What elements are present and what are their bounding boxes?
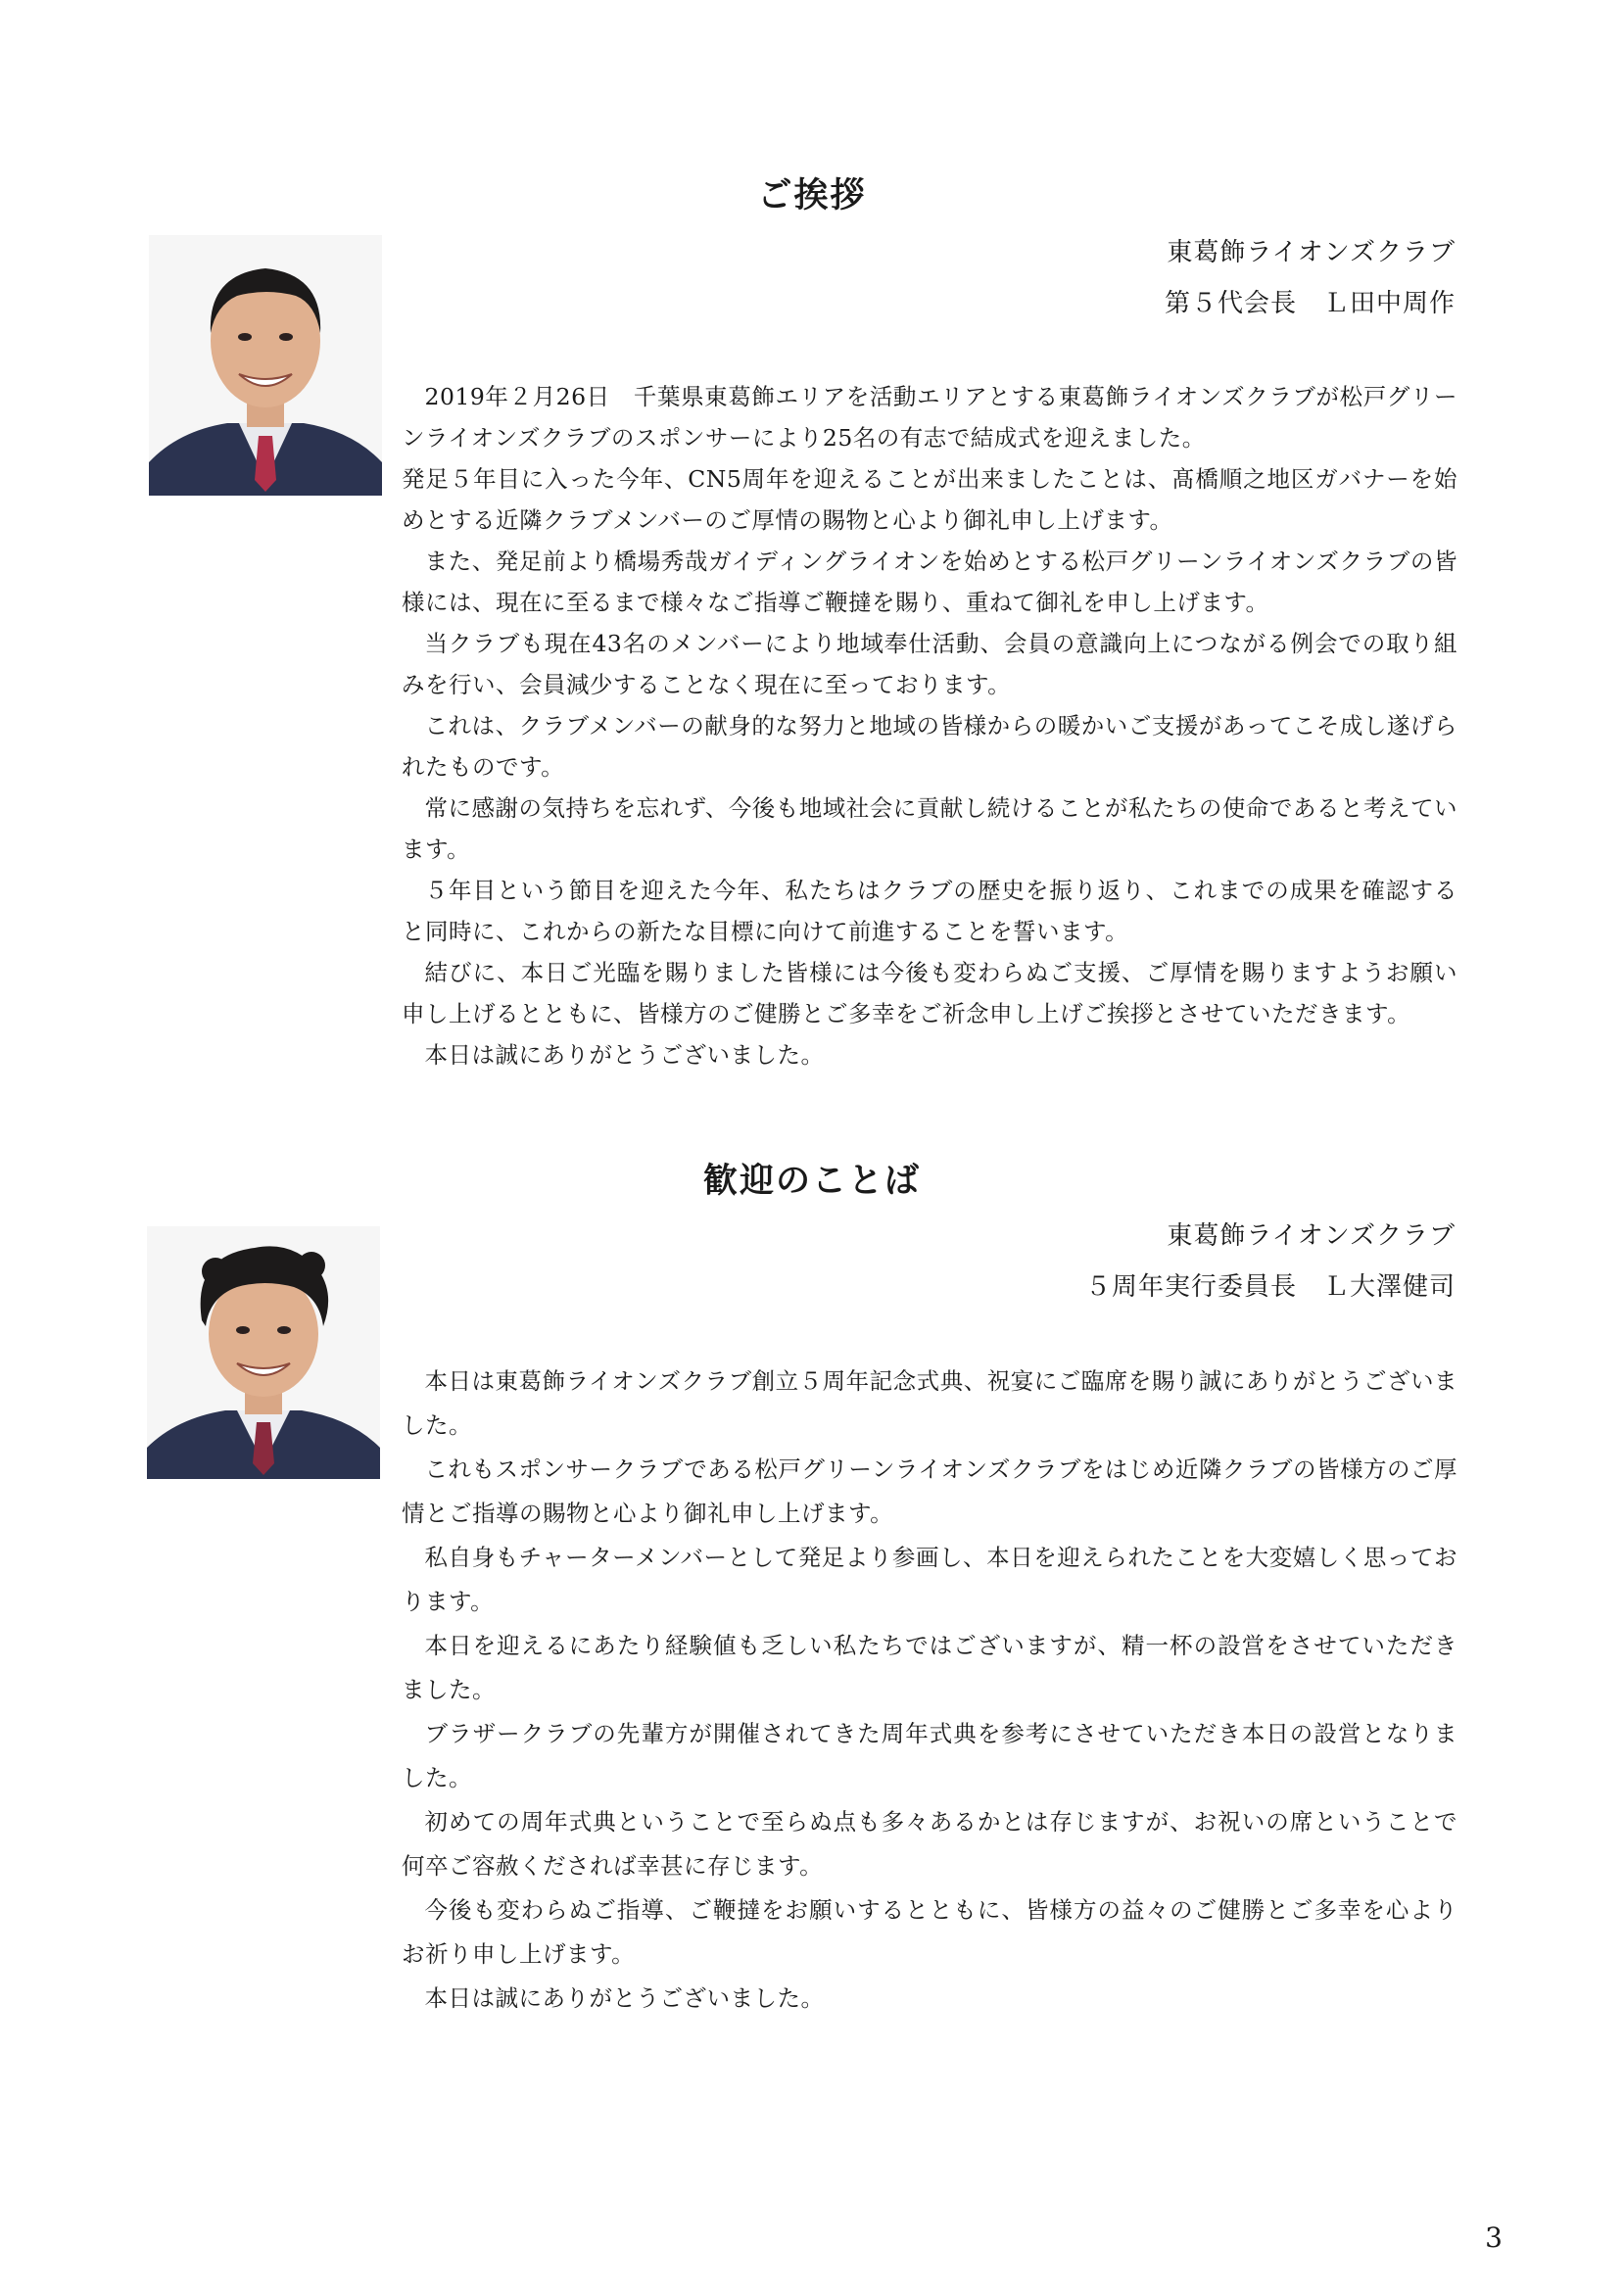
greeting-body [402, 376, 1457, 1075]
greeting-paragraph: 2019年２月26日 千葉県東葛飾エリアを活動エリアとする東葛飾ライオンズクラブが松戸グリーンライオンズクラブのスポンサーにより25名の有志で結成式を迎えました。 [402, 383, 1457, 452]
welcome-paragraph: 今後も変わらぬご指導、ご鞭撻をお願いするとともに、皆様方の益々のご健勝とご多幸を心よりお祈り申し上げます。 [402, 1896, 1457, 1968]
welcome-paragraph: 私自身もチャーターメンバーとして発足より参画し、本日を迎えられたことを大変嬉しく思っております。 [402, 1544, 1457, 1615]
greeting-org: 東葛飾ライオンズクラブ [1167, 238, 1456, 267]
greeting-paragraph: 結びに、本日ご光臨を賜りました皆様には今後も変わらぬご支援、ご厚情を賜りますようお願い申し上げるとともに、皆様方のご健勝とご多幸をご祈念申し上げご挨拶とさせていただきます。 [402, 959, 1457, 1027]
welcome-paragraph: 本日は東葛飾ライオンズクラブ創立５周年記念式典、祝宴にご臨席を賜り誠にありがとうございました。 [402, 1367, 1457, 1439]
greeting-paragraph: これは、クラブメンバーの献身的な努力と地域の皆様からの暖かいご支援があってこそ成し遂げられたものです。 [402, 712, 1457, 781]
page-number: 3 [1485, 2221, 1503, 2254]
welcome-signature [1085, 1211, 1456, 1312]
welcome-paragraph: 本日は誠にありがとうございました。 [424, 1984, 825, 2012]
welcome-org: 東葛飾ライオンズクラブ [1167, 1221, 1456, 1251]
greeting-paragraph: ５年目という節目を迎えた今年、私たちはクラブの歴史を振り返り、これまでの成果を確認すると同時に、これからの新たな目標に向けて前進することを誓います。 [402, 877, 1457, 945]
greeting-paragraph: 本日は誠にありがとうございました。 [424, 1041, 825, 1069]
greeting-paragraph: 発足５年目に入った今年、CN5周年を迎えることが出来ましたことは、髙橋順之地区ガバナーを始めとする近隣クラブメンバーのご厚情の賜物と心より御礼申し上げます。 [402, 465, 1457, 534]
welcome-title: 歓迎のことば [702, 1162, 921, 1201]
welcome-role: ５周年実行委員長 Ｌ大澤健司 [1084, 1272, 1456, 1302]
greeting-paragraph: 当クラブも現在43名のメンバーにより地域奉仕活動、会員の意識向上につながる例会での取り組みを行い、会員減少することなく現在に至っております。 [402, 630, 1457, 698]
greeting-signature [1165, 227, 1456, 329]
committee-chair-portrait [147, 1226, 380, 1479]
welcome-paragraph: ブラザークラブの先輩方が開催されてきた周年式典を参考にさせていただき本日の設営となりました。 [402, 1720, 1457, 1791]
greeting-paragraph: 常に感謝の気持ちを忘れず、今後も地域社会に貢献し続けることが私たちの使命であると考えています。 [402, 794, 1457, 863]
greeting-role: 第５代会長 Ｌ田中周作 [1164, 289, 1456, 318]
president-portrait [149, 235, 382, 496]
greeting-title: ご挨拶 [757, 176, 867, 215]
greeting-paragraph: また、発足前より橋場秀哉ガイディングライオンを始めとする松戸グリーンライオンズクラブの皆様には、現在に至るまで様々なご指導ご鞭撻を賜り、重ねて御礼を申し上げます。 [402, 548, 1457, 616]
welcome-paragraph: 本日を迎えるにあたり経験値も乏しい私たちではございますが、精一杯の設営をさせていただきました。 [402, 1632, 1457, 1703]
welcome-body [402, 1360, 1457, 2021]
welcome-paragraph: 初めての周年式典ということで至らぬ点も多々あるかとは存じますが、お祝いの席ということで何卒ご容赦くだされば幸甚に存じます。 [402, 1808, 1457, 1880]
welcome-paragraph: これもスポンサークラブである松戸グリーンライオンズクラブをはじめ近隣クラブの皆様方のご厚情とご指導の賜物と心より御礼申し上げます。 [402, 1455, 1457, 1527]
